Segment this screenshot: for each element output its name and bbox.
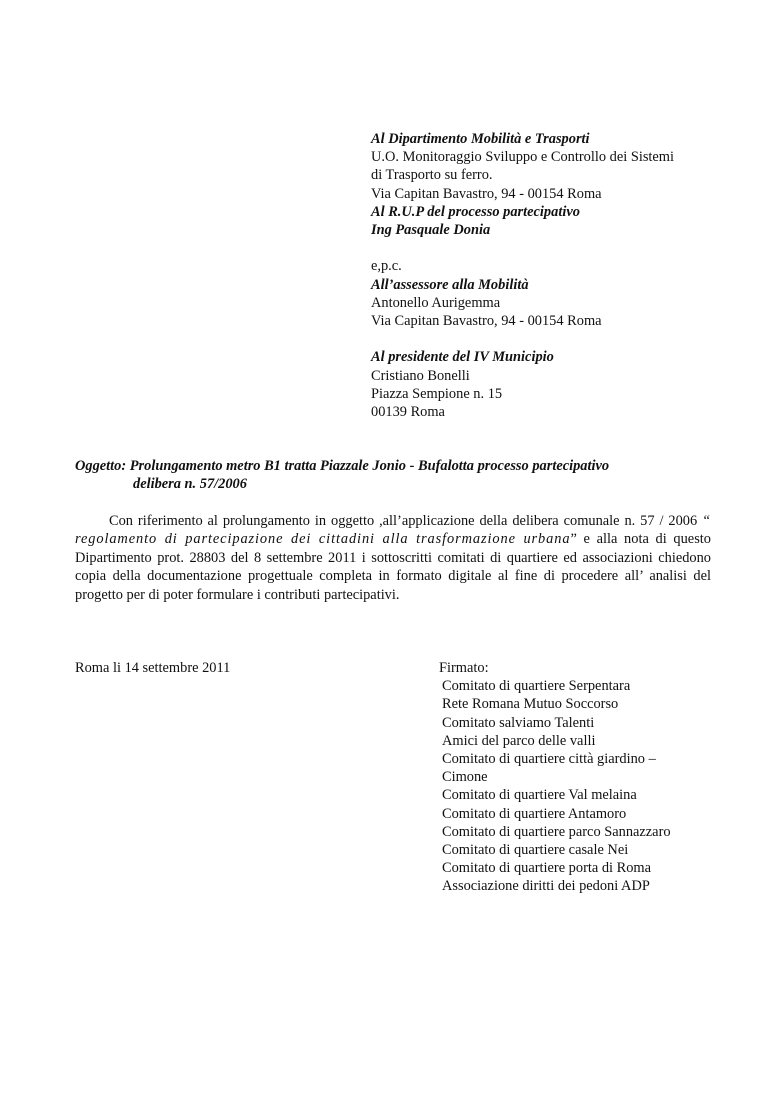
signatory-item: Amici del parco delle valli [442, 732, 596, 749]
primary-addressee-lines [371, 130, 731, 239]
signatory-item: Comitato di quartiere porta di Roma [442, 860, 652, 877]
signature-block [439, 659, 739, 896]
addressee-line: di Trasporto su ferro. [371, 167, 493, 184]
body-quoted-title: “ regolamento di partecipazione dei cittadini alla trasformazione urbana [75, 513, 711, 548]
body-paragraph [75, 512, 711, 604]
signatory-item: Associazione diritti dei pedoni ADP [442, 878, 650, 895]
cc-presidente-address: Piazza Sempione n. 15 [371, 385, 503, 402]
cc-presidente-city: 00139 Roma [371, 404, 445, 421]
addressee-line: Via Capitan Bavastro, 94 - 00154 Roma [371, 185, 602, 202]
signatory-item: Comitato di quartiere Antamoro [442, 805, 627, 822]
signatory-item: Cimone [442, 769, 488, 786]
cc-presidente-name: Cristiano Bonelli [371, 367, 470, 384]
addressee-line: Ing Pasquale Donia [371, 222, 491, 239]
signatory-item: Rete Romana Mutuo Soccorso [442, 696, 619, 713]
subject-delibera: delibera n. 57/2006 [133, 476, 247, 493]
signatory-item: Comitato salviamo Talenti [442, 714, 595, 731]
cc-assessore-address: Via Capitan Bavastro, 94 - 00154 Roma [371, 313, 602, 330]
cc-assessore-name: Antonello Aurigemma [371, 294, 501, 311]
signatory-item: Comitato di quartiere Serpentara [442, 678, 631, 695]
signatory-item: Comitato di quartiere Val melaina [442, 787, 637, 804]
signatory-item: Comitato di quartiere città giardino – [442, 751, 656, 768]
signatory-item: Comitato di quartiere casale Nei [442, 842, 629, 859]
cc-presidente-title: Al presidente del IV Municipio [371, 349, 554, 366]
signatory-list [439, 677, 739, 895]
addressee-line: U.O. Monitoraggio Sviluppo e Controllo dei Sistemi [371, 149, 674, 166]
subject-line: Oggetto: Prolungamento metro B1 tratta Piazzale Jonio - Bufalotta processo partecipativo [75, 458, 610, 474]
signed-label: Firmato: [439, 660, 489, 676]
cc-label: e,p.c. [371, 258, 402, 275]
body-text-part1: Con riferimento al prolungamento in oggetto ,all’applicazione della delibera comunale n. 57 / 2006 [109, 513, 703, 529]
subject-block [75, 457, 735, 493]
body-text-part2: ” e alla nota di questo Dipartimento prot. 28803 del 8 settembre 2011 i sottoscritti comitati di quartiere ed associazioni chiedono copia della documentazione progettuale completa in formato digitale al fine di procedere all’ analisi del progetto per di poter formulare i contributi partecipativi. [75, 531, 711, 603]
addressee-line: Al Dipartimento Mobilità e Trasporti [371, 131, 590, 147]
addressee-block [371, 130, 731, 421]
place-date: Roma li 14 settembre 2011 [75, 660, 231, 676]
signatory-item: Comitato di quartiere parco Sannazzaro [442, 823, 671, 840]
cc-assessore-title: All’assessore alla Mobilità [371, 276, 529, 293]
addressee-line: Al R.U.P del processo partecipativo [371, 203, 580, 220]
